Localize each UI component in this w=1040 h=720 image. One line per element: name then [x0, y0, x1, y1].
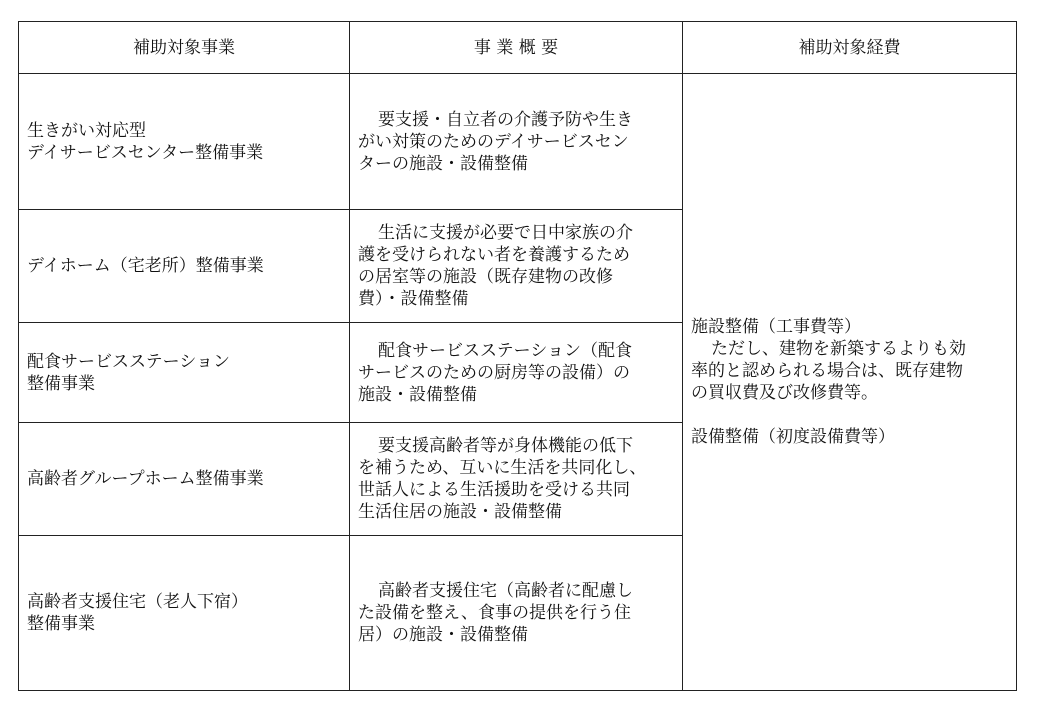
- summary-line: 要支援高齢者等が身体機能の低下: [378, 436, 633, 456]
- eligible-expenses-cell: [683, 74, 1017, 691]
- summary-line: た設備を整え、食事の提供を行う住: [358, 603, 632, 623]
- project-name-cell: [19, 210, 350, 323]
- project-name-line: 配食サービスステーション: [27, 351, 230, 372]
- subsidy-table: [18, 21, 1017, 691]
- expense-line: ただし、建物を新築するよりも効: [711, 339, 966, 359]
- summary-line: 世話人による生活援助を受ける共同: [358, 480, 630, 500]
- spacer: [691, 404, 1008, 426]
- summary-line: 費）・設備整備: [358, 289, 469, 309]
- table-row: [19, 74, 1017, 210]
- project-name-cell: [19, 536, 350, 691]
- project-name-line: 整備事業: [27, 614, 95, 634]
- project-summary-cell: [350, 536, 683, 691]
- project-name-line: 整備事業: [27, 373, 95, 394]
- summary-line: 居）の施設・設備整備: [358, 625, 528, 645]
- project-name-line: デイサービスセンター整備事業: [27, 142, 264, 163]
- summary-line: 高齢者支援住宅（高齢者に配慮し: [378, 581, 633, 601]
- project-summary-cell: [350, 210, 683, 323]
- project-name-line: 生きがい対応型: [27, 120, 146, 141]
- summary-line: の居室等の施設（既存建物の改修: [358, 267, 613, 287]
- summary-line: サービスのための厨房等の設備）の: [358, 362, 630, 383]
- expense-line: 率的と認められる場合は、既存建物: [691, 361, 963, 381]
- project-name-cell: [19, 423, 350, 536]
- summary-line: 生活住居の施設・設備整備: [358, 502, 562, 522]
- expense-line: の買収費及び改修費等。: [691, 383, 878, 403]
- project-name-cell: [19, 323, 350, 423]
- expense-line: 施設整備（工事費等）: [691, 317, 861, 337]
- header-eligible-expenses: 補助対象経費: [683, 22, 1017, 74]
- summary-line: 生活に支援が必要で日中家族の介: [378, 223, 633, 243]
- header-project-summary: 事 業 概 要: [350, 22, 683, 74]
- summary-line: 施設・設備整備: [358, 384, 477, 405]
- project-name-cell: [19, 74, 350, 210]
- project-name-line: 高齢者グループホーム整備事業: [27, 469, 264, 489]
- summary-line: 要支援・自立者の介護予防や生き: [378, 109, 633, 130]
- project-name-line: デイホーム（宅老所）整備事業: [27, 256, 264, 276]
- project-summary-cell: [350, 423, 683, 536]
- header-target-project: 補助対象事業: [19, 22, 350, 74]
- project-summary-cell: [350, 323, 683, 423]
- header-row: [19, 22, 1017, 74]
- project-summary-cell: [350, 74, 683, 210]
- summary-line: を補うため、互いに生活を共同化し、: [358, 458, 647, 478]
- summary-line: 護を受けられない者を養護するため: [358, 245, 630, 265]
- summary-line: 配食サービスステーション（配食: [378, 340, 632, 361]
- expense-line: 設備整備（初度設備費等）: [691, 427, 895, 447]
- summary-line: がい対策のためのデイサービスセン: [358, 131, 629, 152]
- project-name-line: 高齢者支援住宅（老人下宿）: [27, 592, 248, 612]
- summary-line: ターの施設・設備整備: [358, 153, 528, 174]
